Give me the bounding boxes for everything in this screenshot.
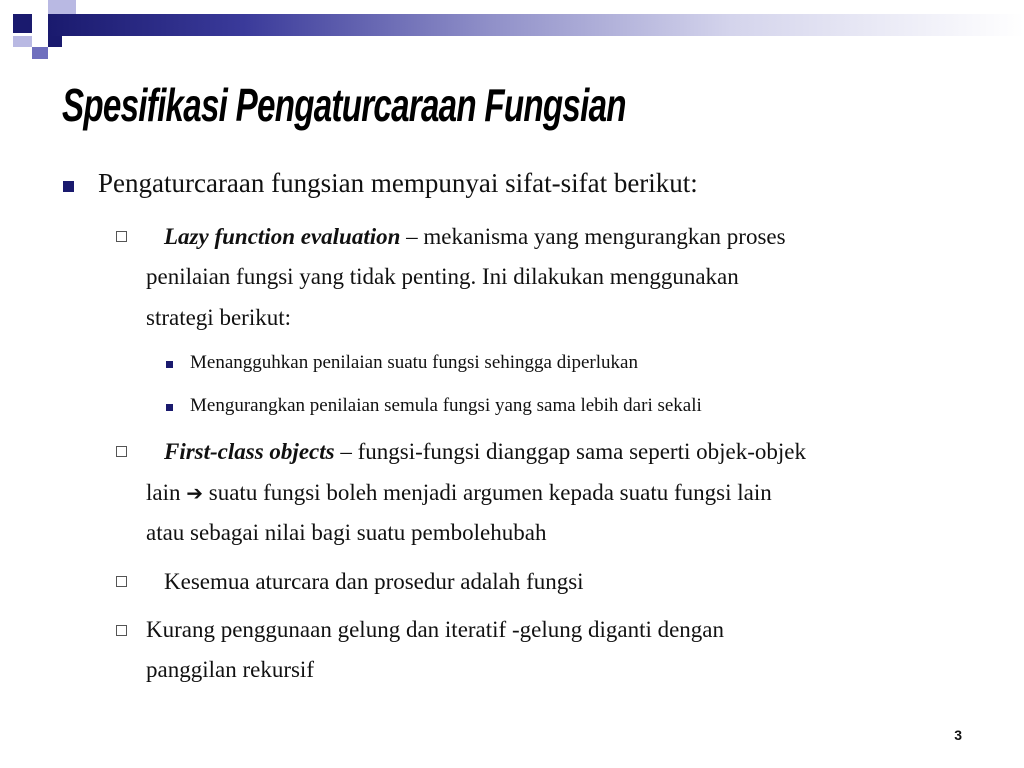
- header-gradient-bar: [48, 14, 1024, 36]
- item-text-line: strategi berikut:: [146, 305, 291, 330]
- bullet-square-icon: [63, 181, 74, 192]
- item-text: suatu fungsi boleh menjadi argumen kepada suatu fungsi lain: [203, 480, 772, 505]
- list-item: Kurang penggunaan gelung dan iteratif -gelung diganti dengan: [146, 617, 725, 642]
- item-text: – mekanisma yang mengurangkan proses: [400, 224, 786, 249]
- bullet-hollow-icon: [116, 576, 127, 587]
- decor-square: [62, 0, 76, 14]
- sub-item: Mengurangkan penilaian semula fungsi yang sama lebih dari sekali: [190, 395, 702, 416]
- item-text: lain: [146, 480, 181, 505]
- bullet-hollow-icon: [116, 446, 127, 457]
- decor-square: [48, 36, 62, 47]
- item-text-line: atau sebagai nilai bagi suatu pembolehubah: [146, 520, 547, 545]
- list-item: [164, 224, 786, 250]
- item-term: First-class objects: [164, 439, 335, 464]
- decor-square: [13, 36, 32, 47]
- sub-item: Menangguhkan penilaian suatu fungsi sehingga diperlukan: [190, 352, 638, 373]
- page-number: 3: [954, 727, 962, 743]
- list-item: [164, 439, 806, 465]
- bullet-hollow-icon: [116, 231, 127, 242]
- decor-square: [32, 47, 48, 59]
- main-point: Pengaturcaraan fungsian mempunyai sifat-sifat berikut:: [98, 168, 698, 198]
- item-text-line: [146, 480, 772, 506]
- decor-square: [13, 14, 32, 33]
- bullet-small-icon: [166, 361, 173, 368]
- bullet-small-icon: [166, 404, 173, 411]
- list-item: Kesemua aturcara dan prosedur adalah fungsi: [164, 569, 584, 594]
- bullet-hollow-icon: [116, 625, 127, 636]
- item-term: Lazy function evaluation: [164, 224, 401, 249]
- slide-title: Spesifikasi Pengaturcaraan Fungsian: [62, 79, 626, 131]
- right-arrow-icon: ➔: [186, 481, 204, 505]
- item-text-line: penilaian fungsi yang tidak penting. Ini dilakukan menggunakan: [146, 264, 739, 289]
- item-text-line: panggilan rekursif: [146, 657, 314, 682]
- item-text: – fungsi-fungsi dianggap sama seperti objek-objek: [334, 439, 806, 464]
